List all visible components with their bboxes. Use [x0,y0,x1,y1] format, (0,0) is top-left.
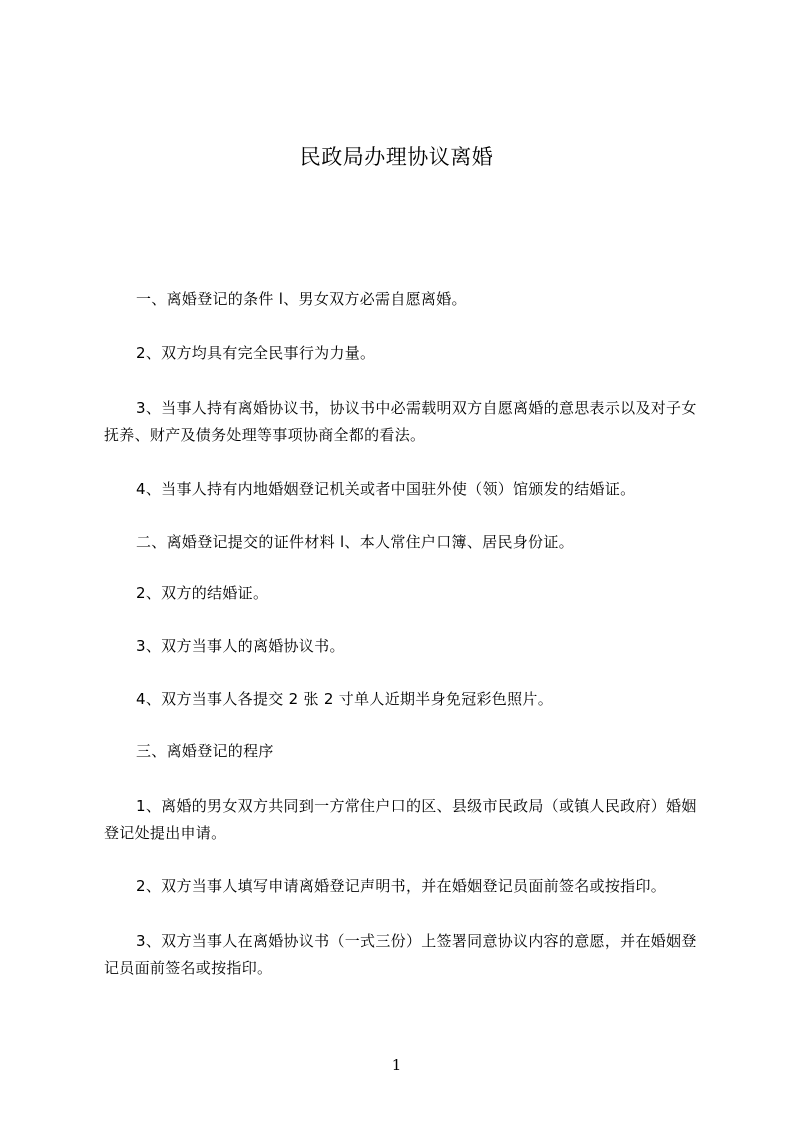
paragraph-section-2-material-1: 二、离婚登记提交的证件材料 l、本人常住户口簿、居民身份证。 [136,533,574,551]
document-title: 民政局办理协议离婚 [299,145,494,169]
paragraph-material-3: 3、双方当事人的离婚协议书。 [136,637,345,655]
page-number: 1 [391,1056,402,1074]
paragraph-procedure-3: 3、双方当事人在离婚协议书（一式三份）上签署同意协议内容的意愿，并在婚姻登记员面前签名或按指印。 [104,932,697,977]
paragraph-procedure-1: 1、离婚的男女双方共同到一方常住户口的区、县级市民政局（或镇人民政府）婚姻登记处提出申请。 [104,797,697,842]
paragraph-section-3-heading: 三、离婚登记的程序 [136,742,274,760]
paragraph-condition-3: 3、当事人持有离婚协议书，协议书中必需载明双方自愿离婚的意思表示以及对子女抚养、财产及债务处理等事项协商全都的看法。 [104,399,697,444]
paragraph-section-1-condition-1: 一、离婚登记的条件 l、男女双方必需自愿离婚。 [136,290,467,308]
paragraph-procedure-2: 2、双方当事人填写申请离婚登记声明书，并在婚姻登记员面前签名或按指印。 [136,877,667,895]
paragraph-material-2: 2、双方的结婚证。 [136,584,269,602]
paragraph-material-4: 4、双方当事人各提交 2 张 2 寸单人近期半身免冠彩色照片。 [136,690,554,708]
paragraph-condition-2: 2、双方均具有完全民事行为力量。 [136,344,376,362]
paragraph-condition-4: 4、当事人持有内地婚姻登记机关或者中国驻外使（领）馆颁发的结婚证。 [136,480,636,498]
